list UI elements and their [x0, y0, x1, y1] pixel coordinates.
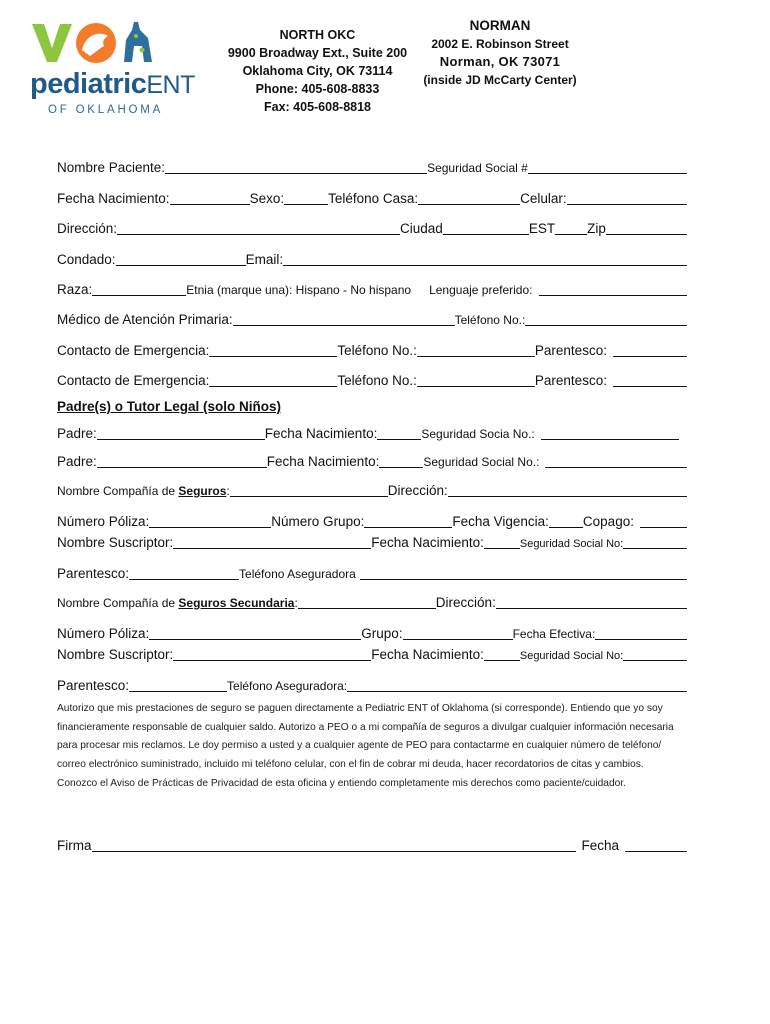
row-insurer-phone: [57, 563, 687, 583]
label-suscriptor-seguridad: Seguridad Social No:: [519, 538, 624, 550]
row-emergency-contact-2: [57, 370, 687, 390]
label-fecha: Fecha: [581, 838, 620, 853]
row-parent-2: [57, 451, 687, 471]
row-secondary-insurer-phone: [57, 675, 687, 695]
copago-field[interactable]: [640, 526, 687, 528]
norman-line2: Norman, OK 73071: [439, 54, 561, 69]
numero-poliza-field[interactable]: [149, 526, 271, 528]
label-fecha-efectiva: Fecha Efectiva:: [512, 627, 596, 641]
nombre-suscriptor-field[interactable]: [173, 547, 371, 549]
label-suscriptor-fecha: Fecha Nacimiento:: [371, 535, 484, 550]
label-suscriptor-2-seguridad: Seguridad Social No:: [519, 650, 624, 662]
norman-line3: (inside JD McCarty Center): [423, 73, 577, 87]
norman-address: [415, 17, 585, 89]
label-padre-2-seguridad: Seguridad Social No.:: [423, 455, 540, 469]
row-secondary-insurance: [57, 592, 687, 612]
label-direccion: Dirección:: [57, 221, 118, 236]
label-parentesco-1: Parentesco:: [534, 343, 607, 358]
compania-secundaria-field[interactable]: [298, 607, 436, 609]
row-secondary-subscriber: [57, 644, 687, 664]
label-etnia[interactable]: Etnia (marque una): Hispano - No hispano: [186, 283, 412, 297]
consent-line: financieramente responsable de cualquier saldo. Autorizo a PEO o a mi compañía de seguros a divulgar cualquier información necesaria: [57, 721, 674, 733]
row-emergency-contact-1: [57, 340, 687, 360]
label-seguridad-social: Seguridad Social #: [427, 161, 528, 175]
north-okc-address: [225, 26, 410, 116]
parentesco-seguro-2-field[interactable]: [129, 690, 227, 692]
label-padre-2-fecha: Fecha Nacimiento:: [266, 454, 380, 469]
zip-field[interactable]: [606, 233, 687, 235]
compania-direccion-field[interactable]: [448, 495, 687, 497]
medico-telefono-field[interactable]: [525, 324, 687, 326]
est-field[interactable]: [555, 233, 587, 235]
row-subscriber: [57, 532, 687, 552]
telefono-casa-field[interactable]: [418, 203, 520, 205]
label-est: EST: [528, 221, 556, 236]
row-race-ethnicity: [57, 279, 687, 299]
fecha-efectiva-field[interactable]: [595, 638, 687, 640]
suscriptor-fecha-field[interactable]: [484, 547, 520, 549]
direccion-field[interactable]: [117, 233, 400, 235]
norman-title: NORMAN: [469, 18, 531, 33]
section-title-guardians: Padre(s) o Tutor Legal (solo Niños): [57, 399, 282, 414]
firma-field[interactable]: [92, 850, 576, 852]
suscriptor-seguridad-field[interactable]: [623, 547, 687, 549]
consent-line: para procesar mis reclamos. Le doy permiso a usted y a cualquier agente de PEO para contactarme en cualquier número de teléfono/: [57, 740, 662, 752]
label-telefono-emergencia-1: Teléfono No.:: [337, 343, 417, 358]
label-zip: Zip: [587, 221, 606, 236]
logo-mark-icon: [30, 18, 170, 68]
row-parent-1: [57, 423, 687, 443]
celular-field[interactable]: [567, 203, 687, 205]
logo-wordmark: pediatricENT: [30, 68, 195, 100]
telefono-emergencia-2-field[interactable]: [417, 385, 535, 387]
label-numero-poliza-2: Número Póliza:: [57, 626, 150, 641]
sexo-field[interactable]: [284, 203, 328, 205]
label-nombre-suscriptor-2: Nombre Suscriptor:: [57, 647, 174, 662]
label-fecha-vigencia: Fecha Vigencia:: [452, 514, 549, 529]
label-firma: Firma: [57, 838, 92, 853]
consent-line: correo electrónico suministrado, incluido mi teléfono celular, con el fin de cobrar mi deuda, hacer recordatorios de citas y cambios.: [57, 759, 644, 771]
label-telefono-casa: Teléfono Casa:: [328, 191, 419, 206]
label-telefono-aseguradora-2: Teléfono Aseguradora:: [227, 679, 348, 693]
north-okc-line2: Oklahoma City, OK 73114: [242, 64, 393, 78]
contacto-emergencia-2-field[interactable]: [209, 385, 337, 387]
label-suscriptor-2-fecha: Fecha Nacimiento:: [371, 647, 484, 662]
row-insurance-company: [57, 480, 687, 500]
label-nombre-compania: Nombre Compañía de Seguros:: [57, 484, 230, 498]
secundaria-direccion-field[interactable]: [496, 607, 687, 609]
row-secondary-policy: [57, 623, 687, 643]
parentesco-seguro-field[interactable]: [129, 578, 239, 580]
label-parentesco-seguro: Parentesco:: [57, 566, 130, 581]
north-okc-phone: Phone: 405-608-8833: [255, 82, 380, 96]
label-padre-2: Padre:: [57, 454, 97, 469]
label-compania-secundaria: Nombre Compañía de Seguros Secundaria:: [57, 596, 298, 610]
padre-2-field[interactable]: [97, 466, 267, 468]
label-raza: Raza:: [57, 282, 93, 297]
logo: [30, 18, 195, 116]
consent-line: Conozco el Aviso de Prácticas de Privacidad de esta oficina y entiendo completamente mis derechos como paciente/cuidador.: [57, 777, 626, 789]
row-birth-sex-phone: [57, 188, 687, 208]
fecha-nacimiento-field[interactable]: [170, 203, 250, 205]
compania-seguros-field[interactable]: [230, 495, 388, 497]
north-okc-line1: 9900 Broadway Ext., Suite 200: [227, 46, 408, 60]
consent-paragraph: [57, 700, 692, 794]
padre-1-fecha-field[interactable]: [377, 438, 421, 440]
fecha-field[interactable]: [625, 850, 687, 852]
numero-grupo-field[interactable]: [364, 526, 452, 528]
telefono-aseguradora-2-field[interactable]: [347, 690, 687, 692]
label-secundaria-direccion: Dirección:: [435, 595, 496, 610]
label-ciudad: Ciudad: [400, 221, 443, 236]
email-field[interactable]: [283, 264, 687, 266]
row-primary-doctor: [57, 309, 687, 329]
ciudad-field[interactable]: [443, 233, 529, 235]
row-patient-name: [57, 157, 687, 177]
parentesco-1-field[interactable]: [613, 355, 687, 357]
label-telefono-emergencia-2: Teléfono No.:: [337, 373, 417, 388]
label-numero-poliza: Número Póliza:: [57, 514, 150, 529]
medico-field[interactable]: [233, 324, 455, 326]
label-numero-grupo: Número Grupo:: [271, 514, 365, 529]
row-signature: [57, 835, 687, 855]
nombre-paciente-field[interactable]: [165, 172, 427, 174]
label-compania-direccion: Dirección:: [387, 483, 448, 498]
label-nombre-suscriptor: Nombre Suscriptor:: [57, 535, 174, 550]
label-condado: Condado:: [57, 252, 116, 267]
label-padre-1: Padre:: [57, 426, 97, 441]
label-medico: Médico de Atención Primaria:: [57, 312, 233, 327]
label-sexo: Sexo:: [249, 191, 285, 206]
suscriptor-2-fecha-field[interactable]: [484, 659, 520, 661]
contacto-emergencia-1-field[interactable]: [209, 355, 337, 357]
grupo-field[interactable]: [403, 638, 513, 640]
suscriptor-2-seguridad-field[interactable]: [623, 659, 687, 661]
telefono-emergencia-1-field[interactable]: [417, 355, 535, 357]
label-contacto-emergencia-1: Contacto de Emergencia:: [57, 343, 210, 358]
row-address: [57, 218, 687, 238]
label-medico-telefono: Teléfono No.:: [454, 313, 526, 327]
padre-2-seguridad-field[interactable]: [545, 466, 687, 468]
padre-1-seguridad-field[interactable]: [541, 438, 679, 440]
label-lenguaje: Lenguaje preferido:: [429, 283, 533, 297]
padre-2-fecha-field[interactable]: [379, 466, 423, 468]
label-copago: Copago:: [582, 514, 634, 529]
row-county-email: [57, 249, 687, 269]
padre-1-field[interactable]: [97, 438, 265, 440]
label-parentesco-2: Parentesco:: [534, 373, 607, 388]
label-telefono-aseguradora: Teléfono Aseguradora: [239, 567, 356, 581]
norman-line1: 2002 E. Robinson Street: [431, 37, 569, 51]
lenguaje-field[interactable]: [539, 294, 688, 296]
fecha-vigencia-field[interactable]: [549, 526, 583, 528]
label-contacto-emergencia-2: Contacto de Emergencia:: [57, 373, 210, 388]
label-nombre-paciente: Nombre Paciente:: [57, 160, 166, 175]
condado-field[interactable]: [116, 264, 246, 266]
parentesco-2-field[interactable]: [613, 385, 687, 387]
nombre-suscriptor-2-field[interactable]: [173, 659, 371, 661]
label-padre-1-seguridad: Seguridad Socia No.:: [421, 427, 535, 441]
label-grupo: Grupo:: [361, 626, 403, 641]
logo-subtitle: OF OKLAHOMA: [48, 104, 164, 116]
seguridad-social-field[interactable]: [528, 172, 687, 174]
row-policy-group: [57, 511, 687, 531]
north-okc-fax: Fax: 405-608-8818: [263, 100, 372, 114]
label-celular: Celular:: [520, 191, 567, 206]
label-parentesco-seguro-2: Parentesco:: [57, 678, 130, 693]
label-padre-1-fecha: Fecha Nacimiento:: [264, 426, 378, 441]
raza-field[interactable]: [92, 294, 186, 296]
north-okc-title: NORTH OKC: [279, 28, 356, 42]
consent-line: Autorizo que mis prestaciones de seguro se paguen directamente a Pediatric ENT of Oklahoma (si corresponde). Entiendo que yo soy: [57, 703, 663, 714]
numero-poliza-2-field[interactable]: [149, 638, 361, 640]
label-email: Email:: [245, 252, 284, 267]
telefono-aseguradora-field[interactable]: [360, 578, 687, 580]
label-fecha-nacimiento: Fecha Nacimiento:: [57, 191, 170, 206]
